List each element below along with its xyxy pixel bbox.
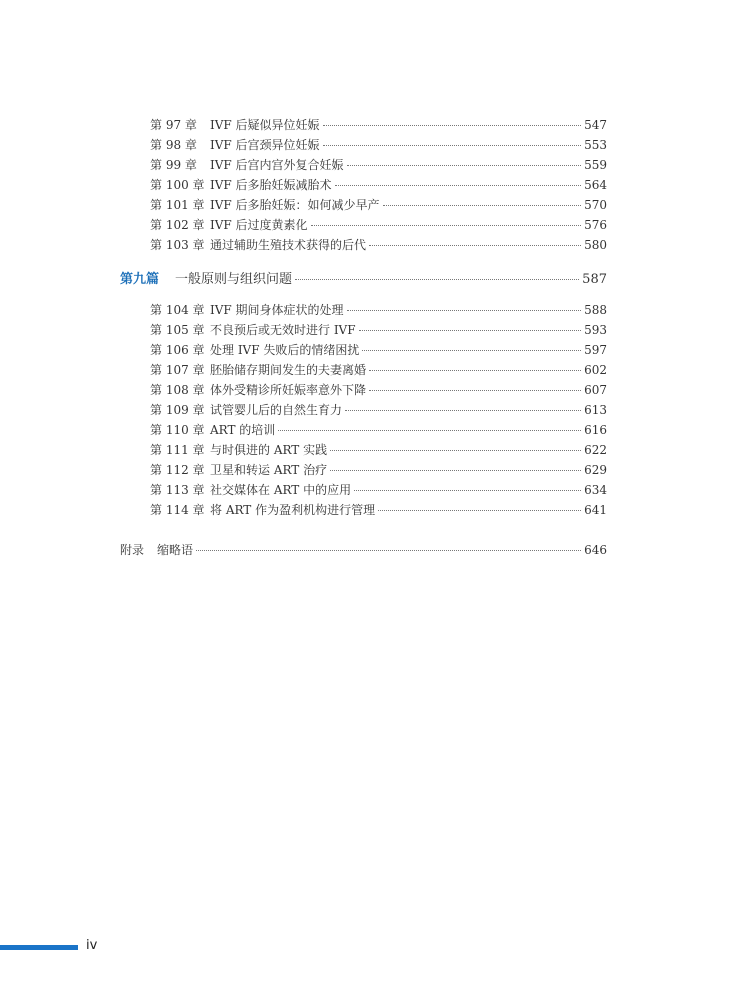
dot-leader	[311, 225, 582, 226]
chapter-number: 第 109 章	[150, 403, 205, 417]
dot-leader	[278, 430, 581, 431]
page-number: 593	[584, 323, 607, 337]
chapter-number: 第 111 章	[150, 443, 205, 457]
dot-leader	[323, 145, 582, 146]
toc-entry[interactable]	[150, 117, 607, 133]
dot-leader	[347, 165, 582, 166]
part-number: 第九篇	[120, 272, 160, 287]
chapter-title: 卫星和转运 ART 治疗	[210, 463, 328, 477]
dot-leader	[378, 510, 581, 511]
chapter-title: 社交媒体在 ART 中的应用	[210, 483, 352, 497]
page-number: 634	[584, 483, 607, 497]
toc-entry[interactable]	[150, 482, 607, 498]
dot-leader	[196, 550, 581, 551]
chapter-title: 将 ART 作为盈利机构进行管理	[210, 503, 376, 517]
toc-entry[interactable]	[150, 502, 607, 518]
dot-leader	[354, 490, 581, 491]
dot-leader	[345, 410, 581, 411]
page-number: 616	[584, 423, 607, 437]
page-number: 547	[584, 118, 607, 132]
chapter-title: IVF 后疑似异位妊娠	[210, 118, 320, 132]
dot-leader	[369, 370, 581, 371]
dot-leader	[359, 330, 582, 331]
chapter-number: 第 113 章	[150, 483, 205, 497]
chapter-number: 第 103 章	[150, 238, 205, 252]
toc-part-entry[interactable]	[120, 272, 607, 288]
chapter-number: 第 98 章	[150, 138, 197, 152]
chapter-title: IVF 期间身体症状的处理	[210, 303, 344, 317]
chapter-title: 通过辅助生殖技术获得的后代	[210, 238, 367, 252]
dot-leader	[383, 205, 582, 206]
chapter-title: IVF 后多胎妊娠：如何减少早产	[210, 198, 380, 212]
chapter-title: 与时俱进的 ART 实践	[210, 443, 328, 457]
dot-leader	[369, 390, 581, 391]
chapter-number: 第 100 章	[150, 178, 205, 192]
page-number: 629	[584, 463, 607, 477]
chapter-number: 第 99 章	[150, 158, 197, 172]
chapter-number: 第 107 章	[150, 363, 205, 377]
toc-entry[interactable]	[150, 462, 607, 478]
toc-entry[interactable]	[150, 322, 607, 338]
page-number: 646	[584, 543, 607, 557]
chapter-number: 第 105 章	[150, 323, 205, 337]
toc-entry[interactable]	[150, 342, 607, 358]
chapter-title: IVF 后宫颈异位妊娠	[210, 138, 320, 152]
toc-entry[interactable]	[150, 237, 607, 253]
dot-leader	[330, 470, 581, 471]
footer-accent-bar	[0, 945, 78, 950]
toc-entry[interactable]	[150, 197, 607, 213]
page-number: 613	[584, 403, 607, 417]
part-title: 一般原则与组织问题	[175, 272, 293, 287]
toc-entry[interactable]	[150, 157, 607, 173]
page-number: 587	[582, 272, 607, 287]
page-number: 641	[584, 503, 607, 517]
toc-entry[interactable]	[150, 422, 607, 438]
chapter-number: 第 101 章	[150, 198, 205, 212]
chapter-title: 不良预后或无效时进行 IVF	[210, 323, 356, 337]
chapter-number: 第 108 章	[150, 383, 205, 397]
toc-entry[interactable]	[150, 302, 607, 318]
chapter-title: 处理 IVF 失败后的情绪困扰	[210, 343, 360, 357]
chapter-number: 第 112 章	[150, 463, 205, 477]
page-number: 607	[584, 383, 607, 397]
page-number: 602	[584, 363, 607, 377]
chapter-number: 第 114 章	[150, 503, 205, 517]
page-number: 622	[584, 443, 607, 457]
dot-leader	[323, 125, 582, 126]
chapter-title: 体外受精诊所妊娠率意外下降	[210, 383, 367, 397]
chapter-number: 第 110 章	[150, 423, 205, 437]
page-number: 553	[584, 138, 607, 152]
page-number: 580	[584, 238, 607, 252]
chapter-number: 第 97 章	[150, 118, 197, 132]
toc-entry[interactable]	[150, 362, 607, 378]
chapter-title: IVF 后过度黄素化	[210, 218, 308, 232]
chapter-title: IVF 后多胎妊娠减胎术	[210, 178, 332, 192]
appendix-label: 附录	[120, 543, 145, 557]
dot-leader	[335, 185, 582, 186]
footer-page-number: iv	[86, 938, 98, 953]
dot-leader	[330, 450, 581, 451]
chapter-number: 第 106 章	[150, 343, 205, 357]
dot-leader	[347, 310, 582, 311]
page-number: 564	[584, 178, 607, 192]
toc-entry[interactable]	[150, 217, 607, 233]
dot-leader	[362, 350, 581, 351]
chapter-title: ART 的培训	[210, 423, 276, 437]
dot-leader	[295, 279, 579, 280]
chapter-title: 胚胎储存期间发生的夫妻离婚	[210, 363, 367, 377]
toc-appendix-entry[interactable]	[120, 542, 607, 558]
toc-entry[interactable]	[150, 137, 607, 153]
chapter-number: 第 104 章	[150, 303, 205, 317]
toc-entry[interactable]	[150, 177, 607, 193]
page-number: 588	[584, 303, 607, 317]
appendix-title: 缩略语	[157, 543, 194, 557]
toc-entry[interactable]	[150, 402, 607, 418]
chapter-title: IVF 后宫内宫外复合妊娠	[210, 158, 344, 172]
page-number: 576	[584, 218, 607, 232]
page-number: 570	[584, 198, 607, 212]
toc-entry[interactable]	[150, 442, 607, 458]
chapter-title: 试管婴儿后的自然生育力	[210, 403, 343, 417]
toc-entry[interactable]	[150, 382, 607, 398]
page-number: 559	[584, 158, 607, 172]
page-number: 597	[584, 343, 607, 357]
dot-leader	[369, 245, 581, 246]
chapter-number: 第 102 章	[150, 218, 205, 232]
